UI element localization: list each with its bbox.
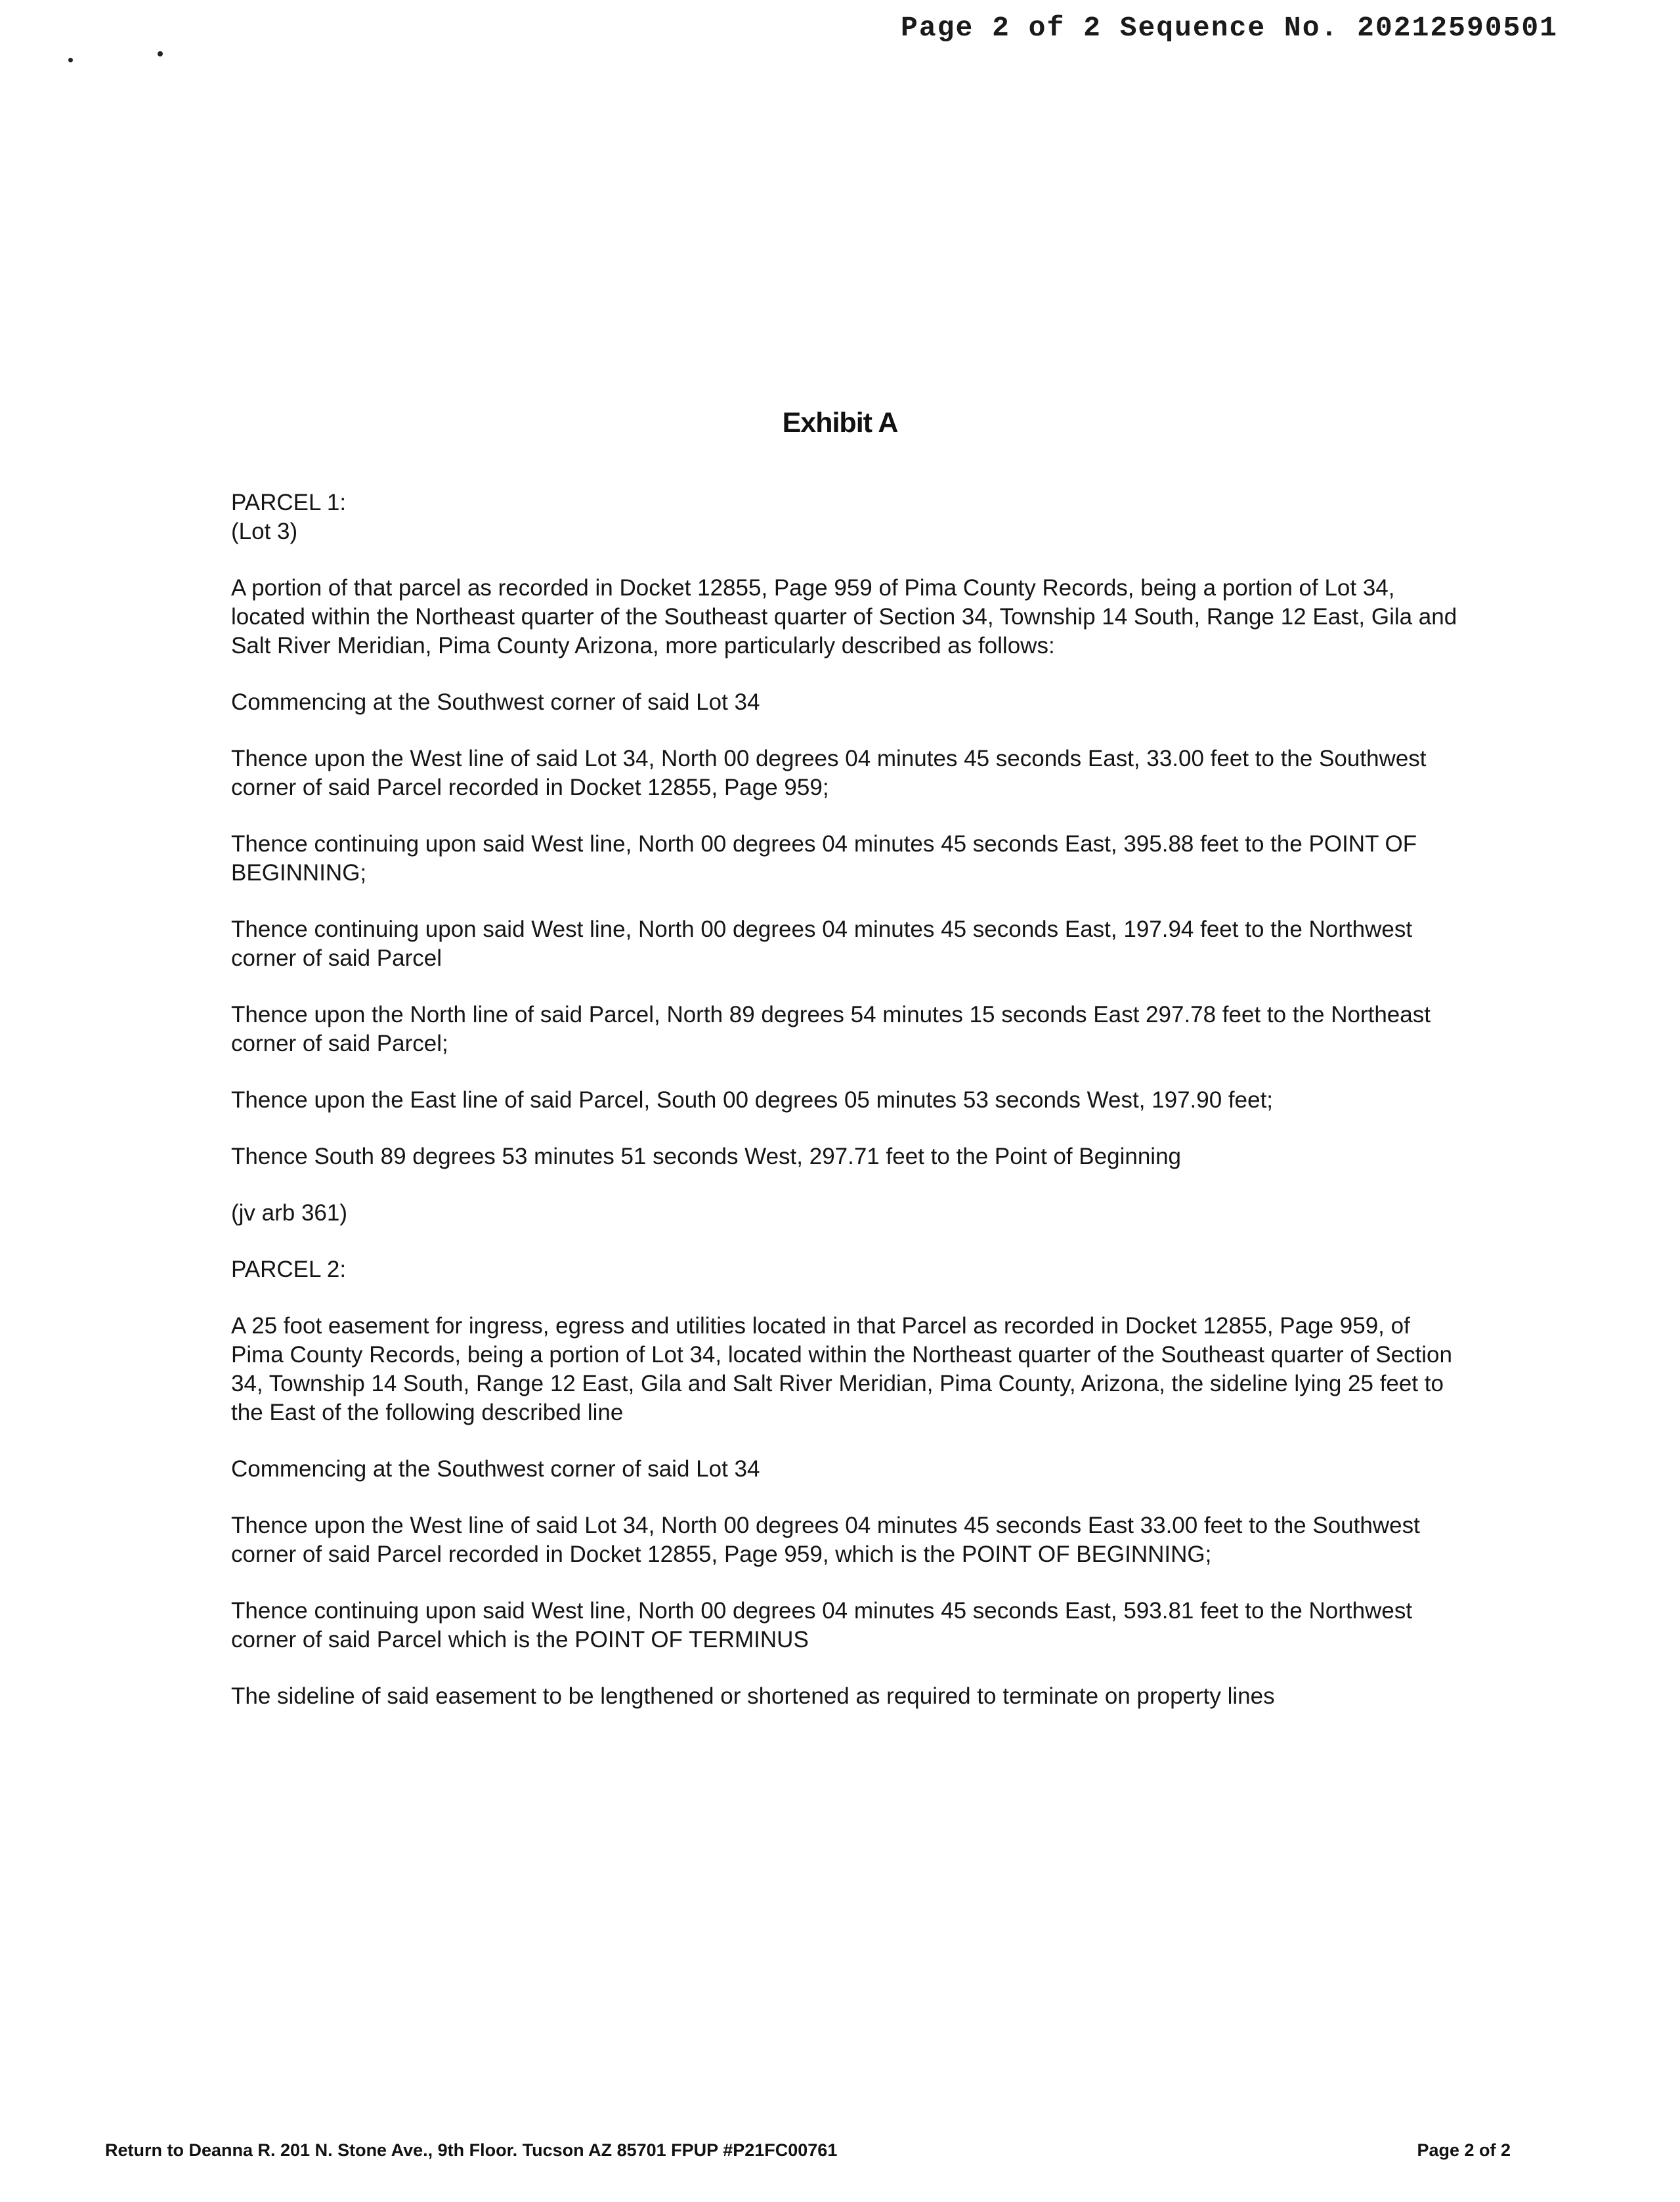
legal-description xyxy=(231,488,1465,1738)
paragraph: Thence upon the West line of said Lot 34, North 00 degrees 04 minutes 45 seconds East, 33.00 feet to the Southwest corner of said Parcel recorded in Docket 12855, Page 959; xyxy=(231,746,1427,800)
footer-page-number: Page 2 of 2 xyxy=(1417,2140,1511,2160)
scan-speck xyxy=(68,58,73,62)
parcel-1-heading: PARCEL 1: xyxy=(231,490,347,515)
footer-return-address: Return to Deanna R. 201 N. Stone Ave., 9th Floor. Tucson AZ 85701 FPUP #P21FC00761 xyxy=(105,2140,838,2160)
paragraph: Thence upon the North line of said Parcel, North 89 degrees 54 minutes 15 seconds East 297.78 feet to the Northeast corner of said Parcel; xyxy=(231,1002,1431,1056)
paragraph: Thence South 89 degrees 53 minutes 51 seconds West, 297.71 feet to the Point of Beginning xyxy=(231,1144,1181,1169)
parcel-2-heading: PARCEL 2: xyxy=(231,1257,347,1282)
exhibit-title: Exhibit A xyxy=(782,407,898,439)
paragraph: Thence continuing upon said West line, North 00 degrees 04 minutes 45 seconds East, 593.81 feet to the Northwest corner of said Parcel which is the POINT OF TERMINUS xyxy=(231,1598,1413,1652)
page-sequence-header: Page 2 of 2 Sequence No. 20212590501 xyxy=(901,12,1558,44)
paragraph: (jv arb 361) xyxy=(231,1200,348,1226)
scan-speck xyxy=(158,51,163,56)
parcel-1-heading-block xyxy=(231,488,1465,546)
paragraph: A portion of that parcel as recorded in Docket 12855, Page 959 of Pima County Records, being a portion of Lot 34, located within the Northeast quarter of the Southeast quarter of Section 34, Township 14 South, Range 12 East, Gila and Salt River Meridian, Pima County Arizona, more particularly described as follows: xyxy=(231,575,1457,658)
paragraph: Thence continuing upon said West line, North 00 degrees 04 minutes 45 seconds East, 197.94 feet to the Northwest corner of said Parcel xyxy=(231,917,1413,971)
paragraph: Commencing at the Southwest corner of said Lot 34 xyxy=(231,1456,760,1482)
paragraph: Thence continuing upon said West line, North 00 degrees 04 minutes 45 seconds East, 395.88 feet to the POINT OF BEGINNING; xyxy=(231,831,1417,886)
parcel-1-subheading: (Lot 3) xyxy=(231,519,298,544)
paragraph: Thence upon the West line of said Lot 34, North 00 degrees 04 minutes 45 seconds East 33.00 feet to the Southwest corner of said Parcel recorded in Docket 12855, Page 959, which is the POINT OF BEGINNING; xyxy=(231,1513,1420,1567)
paragraph: Thence upon the East line of said Parcel, South 00 degrees 05 minutes 53 seconds West, 197.90 feet; xyxy=(231,1087,1274,1113)
paragraph: Commencing at the Southwest corner of said Lot 34 xyxy=(231,689,760,715)
paragraph: A 25 foot easement for ingress, egress and utilities located in that Parcel as recorded in Docket 12855, Page 959, of Pima County Records, being a portion of Lot 34, located within the Northeast quarter of the Southeast quarter of Section 34, Township 14 South, Range 12 East, Gila and Salt River Meridian, Pima County, Arizona, the sideline lying 25 feet to the East of the following described line xyxy=(231,1313,1452,1425)
paragraph: The sideline of said easement to be lengthened or shortened as required to terminate on property lines xyxy=(231,1683,1275,1709)
